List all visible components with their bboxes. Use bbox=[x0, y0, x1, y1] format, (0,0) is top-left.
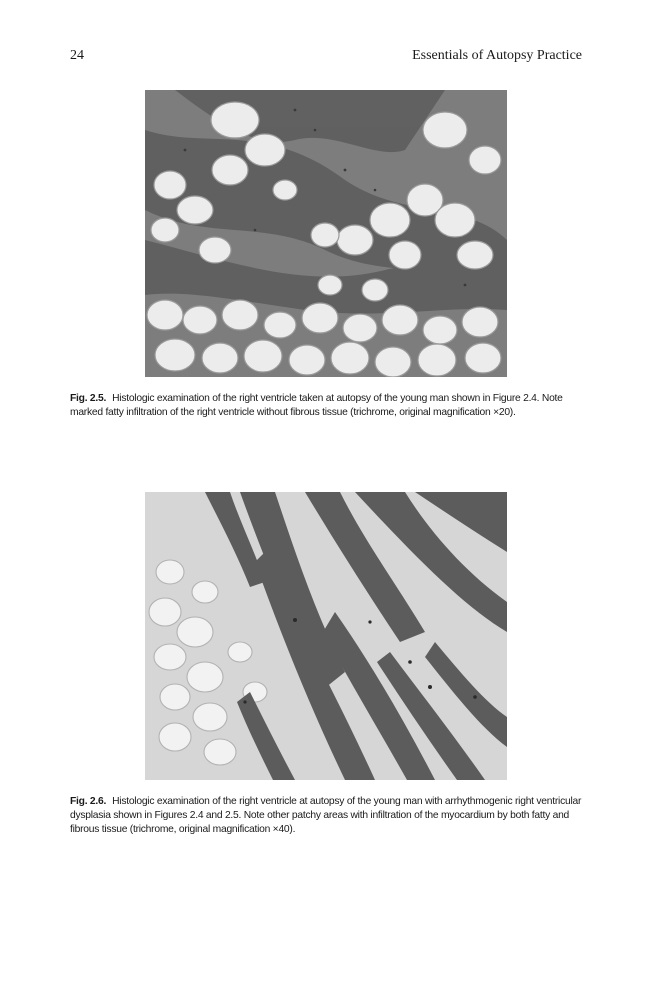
figure-label: Fig. 2.5. bbox=[70, 393, 107, 404]
running-title: Essentials of Autopsy Practice bbox=[412, 48, 582, 63]
figure-caption-text: Histologic examination of the right ventricle taken at autopsy of the young man shown in Figure 2.4. Note marked fatty infiltration of the right ventricle without fibrous tissue (trichrome, original magnification ×20). bbox=[70, 393, 563, 418]
figure-2-5-caption bbox=[70, 392, 586, 420]
figure-caption-text: Histologic examination of the right ventricle at autopsy of the young man with arrhythmogenic right ventricular dysplasia shown in Figures 2.4 and 2.5. Note other patchy areas with infiltration of the myocardium by both fatty and fibrous tissue (trichrome, original magnification ×40). bbox=[70, 796, 582, 835]
figure-2-6-micrograph bbox=[145, 492, 507, 780]
figure-2-6-caption bbox=[70, 795, 586, 837]
figure-2-5-micrograph bbox=[145, 90, 507, 377]
running-header bbox=[70, 46, 582, 66]
micrograph-fatty-infiltration bbox=[145, 90, 507, 377]
figure-label: Fig. 2.6. bbox=[70, 796, 107, 807]
page-number: 24 bbox=[70, 48, 84, 63]
micrograph-fibrofatty-infiltration bbox=[145, 492, 507, 780]
